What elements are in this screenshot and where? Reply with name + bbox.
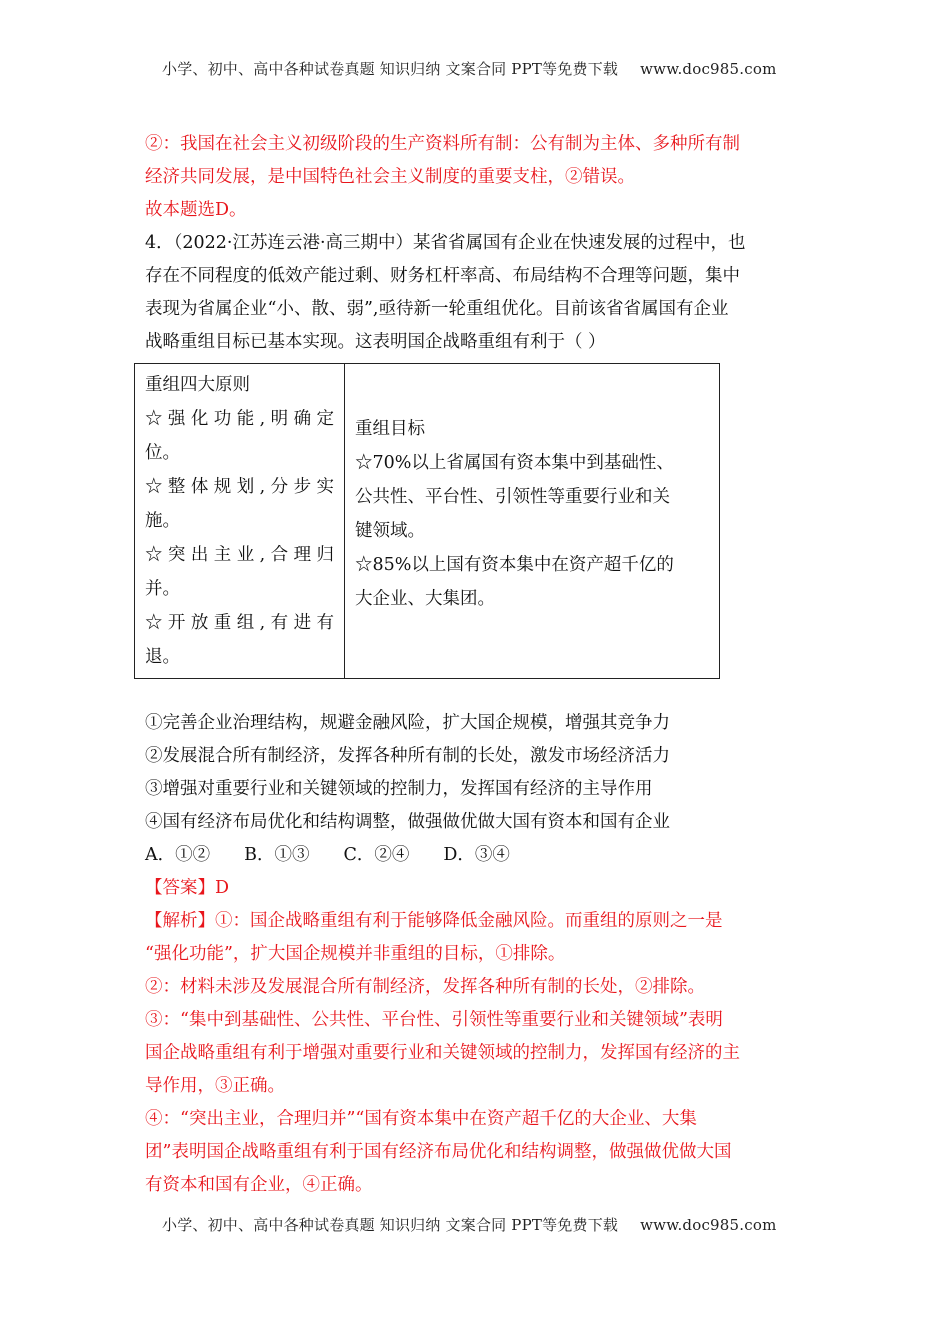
principles-title: 重组四大原则 bbox=[145, 375, 250, 395]
question-line: 表现为省属企业“小、散、弱”,亟待新一轮重组优化。目前该省省属国有企业 bbox=[145, 299, 729, 319]
footer-site-link[interactable]: www.doc985.com bbox=[640, 1216, 777, 1234]
prev-analysis-line: 经济共同发展，是中国特色社会主义制度的重要支柱，②错误。 bbox=[145, 167, 635, 187]
principle-line: 位。 bbox=[145, 443, 180, 463]
statement-option: ②发展混合所有制经济，发挥各种所有制的长处，激发市场经济活力 bbox=[145, 746, 670, 766]
principle-line: ☆开放重组,有进有 bbox=[145, 613, 334, 633]
principle-line: 并。 bbox=[145, 579, 180, 599]
analysis-line: 国企战略重组有利于增强对重要行业和关键领域的控制力，发挥国有经济的主 bbox=[145, 1043, 740, 1063]
analysis-line: ③：“集中到基础性、公共性、平台性、引领性等重要行业和关键领域”表明 bbox=[145, 1010, 723, 1030]
answer-line: 【答案】D bbox=[145, 878, 230, 898]
header-text: 小学、初中、高中各种试卷真题 知识归纳 文案合同 PPT等免费下载 bbox=[162, 60, 619, 78]
choice-c: C．②④ bbox=[343, 845, 410, 865]
principle-line: ☆强化功能,明确定 bbox=[145, 409, 334, 429]
restructuring-table bbox=[134, 363, 720, 679]
question-line: 4．（2022·江苏连云港·高三期中）某省省属国有企业在快速发展的过程中，也 bbox=[145, 233, 746, 253]
analysis-line: 导作用，③正确。 bbox=[145, 1076, 285, 1096]
choice-d: D．③④ bbox=[443, 845, 510, 865]
goals-cell bbox=[345, 364, 720, 679]
prev-analysis-line: ②：我国在社会主义初级阶段的生产资料所有制：公有制为主体、多种所有制 bbox=[145, 134, 740, 154]
footer-text: 小学、初中、高中各种试卷真题 知识归纳 文案合同 PPT等免费下载 bbox=[162, 1216, 619, 1234]
header-site-link[interactable]: www.doc985.com bbox=[640, 60, 777, 78]
question-line: 存在不同程度的低效产能过剩、财务杠杆率高、布局结构不合理等问题，集中 bbox=[145, 266, 740, 286]
analysis-line: 团”表明国企战略重组有利于国有经济布局优化和结构调整，做强做优做大国 bbox=[145, 1142, 732, 1162]
goal-line: ☆70%以上省属国有资本集中到基础性、 bbox=[355, 453, 674, 473]
document-body bbox=[145, 128, 810, 1202]
statement-option: ④国有经济布局优化和结构调整，做强做优做大国有资本和国有企业 bbox=[145, 812, 670, 832]
statement-option: ①完善企业治理结构，规避金融风险，扩大国企规模，增强其竞争力 bbox=[145, 713, 670, 733]
analysis-line: 【解析】①：国企战略重组有利于能够降低金融风险。而重组的原则之一是 bbox=[145, 911, 723, 931]
statement-options bbox=[145, 707, 810, 839]
analysis-line: 有资本和国有企业，④正确。 bbox=[145, 1175, 373, 1195]
goals-title: 重组目标 bbox=[355, 419, 425, 439]
prev-answer-line: 故本题选D。 bbox=[145, 200, 247, 220]
analysis-line: “强化功能”，扩大国企规模并非重组的目标，①排除。 bbox=[145, 944, 566, 964]
goal-line: 键领域。 bbox=[355, 521, 425, 541]
choice-b: B．①③ bbox=[244, 845, 310, 865]
goal-line: ☆85%以上国有资本集中在资产超千亿的 bbox=[355, 555, 674, 575]
analysis-line: ④：“突出主业，合理归并”“国有资本集中在资产超千亿的大企业、大集 bbox=[145, 1109, 697, 1129]
principle-line: 退。 bbox=[145, 647, 180, 667]
goal-line: 大企业、大集团。 bbox=[355, 589, 495, 609]
principle-line: ☆整体规划,分步实 bbox=[145, 477, 334, 497]
statement-option: ③增强对重要行业和关键领域的控制力，发挥国有经济的主导作用 bbox=[145, 779, 653, 799]
principles-cell bbox=[135, 364, 345, 679]
question-line: 战略重组目标已基本实现。这表明国企战略重组有利于（ ） bbox=[145, 332, 606, 352]
principle-line: ☆突出主业,合理归 bbox=[145, 545, 334, 565]
analysis-line: ②：材料未涉及发展混合所有制经济，发挥各种所有制的长处，②排除。 bbox=[145, 977, 705, 997]
goal-line: 公共性、平台性、引领性等重要行业和关 bbox=[355, 487, 670, 507]
page-header bbox=[162, 58, 777, 79]
principle-line: 施。 bbox=[145, 511, 180, 531]
choice-a: A．①② bbox=[145, 845, 211, 865]
answer-choices bbox=[145, 839, 810, 872]
page-footer bbox=[162, 1214, 777, 1235]
